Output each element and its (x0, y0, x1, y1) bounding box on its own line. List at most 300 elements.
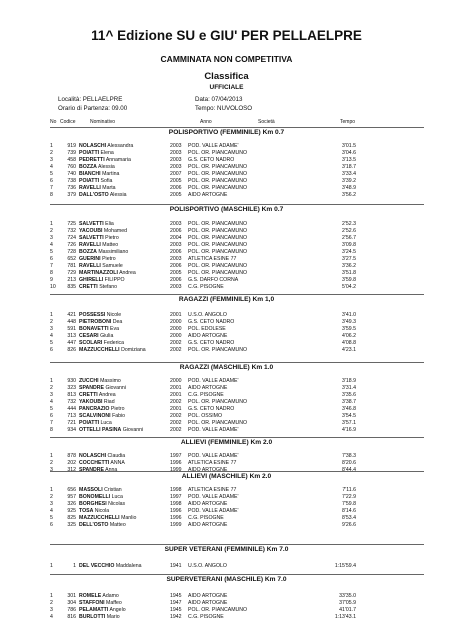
table-row (0, 263, 453, 270)
athlete-first-name: Giulia (100, 333, 114, 339)
birth-year-cell: 2002 (170, 427, 182, 433)
athlete-first-name: FILIPPO (104, 277, 125, 283)
position-cell: 2 (50, 385, 53, 391)
birth-year-cell: 2006 (170, 249, 182, 255)
athlete-name-cell (79, 185, 116, 192)
club-cell: POD. VALLE ADAME' (188, 427, 239, 433)
time-cell: 3'31.4 (342, 385, 356, 391)
bib-number-cell: 786 (67, 607, 76, 613)
athlete-name-cell (79, 312, 121, 319)
weather-label: Tempo: NUVOLOSO (195, 105, 253, 112)
club-cell: POL. OR. PIANCAMUNO (188, 150, 248, 156)
club-cell: U.S.O. ANGOLO (188, 563, 227, 569)
position-cell: 6 (50, 256, 53, 262)
table-row (0, 385, 453, 392)
birth-year-cell: 2002 (170, 347, 182, 353)
table-row (0, 150, 453, 157)
position-cell: 1 (50, 453, 53, 459)
club-cell: C.G. PISOGNE (188, 515, 224, 521)
time-cell: 3'51.8 (342, 270, 356, 276)
table-row (0, 453, 453, 460)
athlete-name-cell (79, 406, 124, 413)
club-cell: POL. OR. PIANCAMUNO (188, 171, 248, 177)
time-cell: 3'57.1 (342, 420, 356, 426)
athlete-first-name: Elena (100, 150, 114, 156)
time-cell: 7'11.6 (342, 487, 356, 493)
bib-number-cell: 444 (67, 406, 76, 412)
athlete-surname: PIETROBONI (79, 319, 112, 325)
club-cell: POL. OR. PIANCAMUNO (188, 242, 248, 248)
athlete-name-cell (79, 593, 119, 600)
table-row (0, 420, 453, 427)
table-row (0, 392, 453, 399)
birth-year-cell: 1942 (170, 614, 182, 620)
athlete-surname: DEL VECCHIO (79, 563, 115, 569)
athlete-name-cell (79, 340, 124, 347)
athlete-name-cell (79, 515, 136, 522)
bib-number-cell: 448 (67, 319, 76, 325)
athlete-name-cell (79, 284, 117, 291)
bib-number-cell: 739 (67, 150, 76, 156)
bib-number-cell: 591 (67, 326, 76, 332)
athlete-first-name: Angelo (109, 607, 126, 613)
athlete-surname: CRETTI (79, 392, 98, 398)
club-cell: U.S.O. ANGOLO (188, 312, 227, 318)
time-cell: 3'49.3 (342, 319, 356, 325)
athlete-first-name: Andrea (98, 392, 116, 398)
athlete-surname: DELL'OSTO (79, 522, 109, 528)
column-header-pos: No (50, 119, 57, 125)
table-row (0, 178, 453, 185)
bib-number-cell: 813 (67, 392, 76, 398)
athlete-first-name: Samuele (102, 263, 123, 269)
time-cell: 7'59.8 (342, 501, 356, 507)
athlete-surname: POSSESSI (79, 312, 106, 318)
time-cell: 9'26.6 (342, 522, 356, 528)
bib-number-cell: 202 (67, 460, 76, 466)
table-row (0, 326, 453, 333)
table-row (0, 614, 453, 621)
club-cell: POL. OR. PIANCAMUNO (188, 249, 248, 255)
position-cell: 5 (50, 340, 53, 346)
position-cell: 2 (50, 460, 53, 466)
athlete-first-name: Anna (105, 467, 118, 473)
club-cell: POD. VALLE ADAME' (188, 494, 239, 500)
birth-year-cell: 2001 (170, 406, 182, 412)
athlete-surname: RAVELLI (79, 242, 101, 248)
table-row (0, 284, 453, 291)
birth-year-cell: 2006 (170, 263, 182, 269)
table-row (0, 494, 453, 501)
time-cell: 41'01.7 (339, 607, 356, 613)
athlete-name-cell (79, 413, 125, 420)
table-row (0, 235, 453, 242)
athlete-name-cell (79, 249, 128, 256)
bib-number-cell: 304 (67, 600, 76, 606)
club-cell: POL. OSSIMO (188, 413, 223, 419)
section-title: ALLIEVI (MASCHILE) Km 2.0 (181, 473, 272, 480)
position-cell: 4 (50, 333, 53, 339)
athlete-name-cell (79, 385, 126, 392)
table-row (0, 501, 453, 508)
bib-number-cell: 652 (67, 256, 76, 262)
table-row (0, 228, 453, 235)
position-cell: 1 (50, 221, 53, 227)
athlete-first-name: Cristian (104, 487, 122, 493)
position-cell: 4 (50, 399, 53, 405)
birth-year-cell: 2001 (170, 312, 182, 318)
athlete-surname: RAVELLI (79, 263, 101, 269)
athlete-surname: CESARI (79, 333, 99, 339)
athlete-surname: ZUCCHI (79, 378, 99, 384)
bib-number-cell: 729 (67, 270, 76, 276)
table-row (0, 242, 453, 249)
birth-year-cell: 2002 (170, 340, 182, 346)
club-cell: POL. OR. PIANCAMUNO (188, 270, 248, 276)
column-header-societa: Società (258, 119, 275, 125)
athlete-name-cell (79, 563, 141, 570)
position-cell: 3 (50, 467, 53, 473)
athlete-name-cell (79, 614, 120, 621)
time-cell: 3'59.5 (342, 326, 356, 332)
athlete-first-name: Elia (105, 221, 114, 227)
table-row (0, 256, 453, 263)
table-row (0, 406, 453, 413)
athlete-surname: TOSA (79, 508, 94, 514)
athlete-surname: SPANDRE (79, 467, 104, 473)
position-cell: 8 (50, 427, 53, 433)
table-row (0, 221, 453, 228)
athlete-name-cell (79, 378, 121, 385)
position-cell: 3 (50, 157, 53, 163)
athlete-surname: MAZZUCCHELLI (79, 515, 120, 521)
birth-year-cell: 2005 (170, 178, 182, 184)
athlete-first-name: Federica (103, 340, 124, 346)
athlete-first-name: Giovanni (105, 385, 126, 391)
table-row (0, 270, 453, 277)
time-cell: 4'06.2 (342, 333, 356, 339)
position-cell: 7 (50, 420, 53, 426)
birth-year-cell: 1941 (170, 563, 182, 569)
table-row (0, 333, 453, 340)
position-cell: 3 (50, 607, 53, 613)
athlete-surname: NOLASCHI (79, 143, 107, 149)
position-cell: 5 (50, 249, 53, 255)
athlete-name-cell (79, 453, 125, 460)
time-cell: 1:15'59.4 (334, 563, 356, 569)
club-cell: POL. OR. PIANCAMUNO (188, 235, 248, 241)
athlete-first-name: Maffeo (106, 600, 122, 606)
bib-number-cell: 878 (67, 453, 76, 459)
athlete-name-cell (79, 228, 127, 235)
club-cell: G.S. DARFO CORNA (188, 277, 239, 283)
time-cell: 3'39.2 (342, 178, 356, 184)
athlete-name-cell (79, 399, 115, 406)
date-label: Data: 07/04/2013 (195, 96, 243, 103)
athlete-first-name: Luca (111, 494, 123, 500)
athlete-first-name: Manlio (121, 515, 137, 521)
section-divider (50, 574, 424, 575)
athlete-first-name: Nicola (94, 508, 110, 514)
athlete-name-cell (79, 600, 122, 607)
table-row (0, 600, 453, 607)
athlete-name-cell (79, 242, 118, 249)
section-title: POLISPORTIVO (MASCHILE) Km 0.7 (169, 206, 284, 213)
birth-year-cell: 1945 (170, 593, 182, 599)
table-row (0, 413, 453, 420)
birth-year-cell: 1999 (170, 467, 182, 473)
athlete-surname: BORGHESI (79, 501, 107, 507)
athlete-surname: BONAVETTI (79, 326, 109, 332)
athlete-name-cell (79, 508, 109, 515)
time-cell: 3'18.7 (342, 164, 356, 170)
position-cell: 2 (50, 494, 53, 500)
position-cell: 8 (50, 270, 53, 276)
club-cell: ATLETICA ESINE 77 (188, 460, 237, 466)
time-cell: 3'33.4 (342, 171, 356, 177)
athlete-surname: MARTINAZZOLI (79, 270, 118, 276)
table-row (0, 378, 453, 385)
athlete-name-cell (79, 256, 116, 263)
athlete-surname: PELAMATTI (79, 607, 109, 613)
athlete-surname: BOZZA (79, 249, 97, 255)
club-cell: POL. OR. PIANCAMUNO (188, 228, 248, 234)
section-title: RAGAZZI (FEMMINILE) Km 1,0 (178, 296, 275, 303)
athlete-first-name: Riad (103, 399, 115, 405)
birth-year-cell: 2006 (170, 185, 182, 191)
birth-year-cell: 2002 (170, 399, 182, 405)
time-cell: 2'56.7 (342, 235, 356, 241)
position-cell: 2 (50, 319, 53, 325)
athlete-first-name: Stefano (99, 284, 118, 290)
athlete-name-cell (79, 487, 122, 494)
birth-year-cell: 2002 (170, 420, 182, 426)
position-cell: 4 (50, 508, 53, 514)
athlete-first-name: Sofia (100, 178, 113, 184)
bib-number-cell: 732 (67, 399, 76, 405)
athlete-first-name: Pietro (105, 235, 119, 241)
athlete-surname: STAFFONI (79, 600, 105, 606)
club-cell: AIDO ARTOGNE (188, 593, 228, 599)
club-cell: POD. VALLE ADAME' (188, 508, 239, 514)
birth-year-cell: 1996 (170, 508, 182, 514)
bib-number-cell: 323 (67, 385, 76, 391)
athlete-name-cell (79, 171, 119, 178)
athlete-first-name: Alessandra (107, 143, 134, 149)
bib-number-cell: 925 (67, 508, 76, 514)
club-cell: POD. VALLE ADAME' (188, 453, 239, 459)
birth-year-cell: 1996 (170, 460, 182, 466)
athlete-surname: MASSOLI (79, 487, 103, 493)
bib-number-cell: 325 (67, 522, 76, 528)
position-cell: 10 (50, 284, 56, 290)
birth-year-cell: 1997 (170, 453, 182, 459)
athlete-name-cell (79, 178, 112, 185)
athlete-first-name: Mario (106, 614, 120, 620)
position-cell: 2 (50, 150, 53, 156)
bib-number-cell: 1 (73, 563, 76, 569)
time-cell: 37'05.9 (339, 600, 356, 606)
athlete-name-cell (79, 150, 114, 157)
athlete-surname: BOZZA (79, 164, 97, 170)
position-cell: 2 (50, 600, 53, 606)
position-cell: 6 (50, 347, 53, 353)
time-cell: 3'01.5 (342, 143, 356, 149)
athlete-first-name: Massimiliano (98, 249, 129, 255)
birth-year-cell: 2003 (170, 256, 182, 262)
club-cell: POD. VALLE ADAME' (188, 143, 239, 149)
bib-number-cell: 326 (67, 501, 76, 507)
birth-year-cell: 2005 (170, 270, 182, 276)
athlete-surname: BONOMELLI (79, 494, 111, 500)
athlete-name-cell (79, 143, 133, 150)
table-row (0, 593, 453, 600)
time-cell: 3'18.9 (342, 378, 356, 384)
birth-year-cell: 1947 (170, 600, 182, 606)
position-cell: 1 (50, 378, 53, 384)
column-header-nominativo: Nominativo (90, 119, 116, 125)
bib-number-cell: 825 (67, 515, 76, 521)
bib-number-cell: 656 (67, 487, 76, 493)
bib-number-cell: 379 (67, 192, 76, 198)
position-cell: 1 (50, 143, 53, 149)
position-cell: 3 (50, 392, 53, 398)
birth-year-cell: 2003 (170, 150, 182, 156)
table-row (0, 427, 453, 434)
time-cell: 3'38.7 (342, 399, 356, 405)
bib-number-cell: 740 (67, 171, 76, 177)
time-cell: 33'35.0 (339, 593, 356, 599)
birth-year-cell: 2007 (170, 171, 182, 177)
athlete-first-name: Nicolas (108, 501, 126, 507)
section-divider (50, 204, 424, 205)
table-row (0, 319, 453, 326)
section-divider (50, 127, 424, 128)
club-cell: AIDO ARTOGNE (188, 333, 228, 339)
section-title: SUPER VETERANI (FEMMINILE) Km 7.0 (164, 546, 289, 553)
position-cell: 1 (50, 593, 53, 599)
column-header-tempo: Tempo (340, 119, 356, 125)
position-cell: 3 (50, 326, 53, 332)
athlete-first-name: ANNA (110, 460, 125, 466)
time-cell: 3'35.6 (342, 392, 356, 398)
birth-year-cell: 2000 (170, 378, 182, 384)
club-cell: AIDO ARTOGNE (188, 600, 228, 606)
athlete-surname: YACOUBI (79, 228, 103, 234)
position-cell: 4 (50, 164, 53, 170)
birth-year-cell: 2005 (170, 192, 182, 198)
time-cell: 3'09.8 (342, 242, 356, 248)
athlete-first-name: Nicole (106, 312, 122, 318)
athlete-name-cell (79, 347, 146, 354)
athlete-name-cell (79, 522, 126, 529)
athlete-name-cell (79, 420, 112, 427)
athlete-surname: POIATTI (79, 420, 100, 426)
birth-year-cell: 2003 (170, 242, 182, 248)
table-row (0, 347, 453, 354)
birth-year-cell: 2000 (170, 326, 182, 332)
time-cell: 3'46.8 (342, 406, 356, 412)
birth-year-cell: 2002 (170, 413, 182, 419)
bib-number-cell: 919 (67, 143, 76, 149)
table-row (0, 340, 453, 347)
bib-number-cell: 724 (67, 235, 76, 241)
bib-number-cell: 312 (67, 467, 76, 473)
bib-number-cell: 313 (67, 333, 76, 339)
club-cell: AIDO ARTOGNE (188, 501, 228, 507)
bib-number-cell: 213 (67, 277, 76, 283)
birth-year-cell: 2003 (170, 221, 182, 227)
athlete-surname: BIANCHI (79, 171, 101, 177)
club-cell: G.S. CETO NADRO (188, 157, 235, 163)
athlete-name-cell (79, 235, 119, 242)
athlete-first-name: Alessia (98, 164, 115, 170)
club-cell: G.S. CETO NADRO (188, 340, 235, 346)
athlete-name-cell (79, 333, 113, 340)
position-cell: 5 (50, 171, 53, 177)
bib-number-cell: 721 (67, 420, 76, 426)
bib-number-cell: 835 (67, 284, 76, 290)
athlete-surname: GHIRELLI (79, 277, 104, 283)
time-cell: 3'54.5 (342, 413, 356, 419)
athlete-name-cell (79, 501, 125, 508)
time-cell: 8'14.6 (342, 508, 356, 514)
time-cell: 2'52.3 (342, 221, 356, 227)
table-row (0, 460, 453, 467)
athlete-surname: GUERINI (79, 256, 101, 262)
bib-number-cell: 738 (67, 178, 76, 184)
bib-number-cell: 458 (67, 157, 76, 163)
time-cell: 3'24.5 (342, 249, 356, 255)
bib-number-cell: 713 (67, 413, 76, 419)
athlete-name-cell (79, 427, 143, 434)
time-cell: 3'36.2 (342, 263, 356, 269)
athlete-first-name: Annamaria (105, 157, 131, 163)
club-cell: AIDO ARTOGNE (188, 522, 228, 528)
birth-year-cell: 1999 (170, 522, 182, 528)
table-row (0, 487, 453, 494)
position-cell: 4 (50, 242, 53, 248)
table-row (0, 312, 453, 319)
birth-year-cell: 2000 (170, 319, 182, 325)
time-cell: 5'04.2 (342, 284, 356, 290)
club-cell: ATLETICA ESINE 77 (188, 487, 237, 493)
section-title: POLISPORTIVO (FEMMINILE) Km 0.7 (168, 129, 285, 136)
athlete-first-name: Fabio (112, 413, 126, 419)
athlete-first-name: Matteo (109, 522, 126, 528)
bib-number-cell: 421 (67, 312, 76, 318)
time-cell: 8'44.4 (342, 467, 356, 473)
position-cell: 2 (50, 228, 53, 234)
time-cell: 8'53.4 (342, 515, 356, 521)
athlete-name-cell (79, 319, 122, 326)
birth-year-cell: 1997 (170, 494, 182, 500)
athlete-surname: POIATTI (79, 178, 100, 184)
club-cell: POL. OR. PIANCAMUNO (188, 607, 248, 613)
club-cell: C.G. PISOGNE (188, 284, 224, 290)
athlete-name-cell (79, 192, 127, 199)
athlete-name-cell (79, 277, 125, 284)
athlete-first-name: Marta (102, 185, 116, 191)
birth-year-cell: 2003 (170, 284, 182, 290)
club-cell: POD. VALLE ADAME' (188, 378, 239, 384)
table-row (0, 277, 453, 284)
birth-year-cell: 2000 (170, 333, 182, 339)
birth-year-cell: 2003 (170, 143, 182, 149)
bib-number-cell: 781 (67, 263, 76, 269)
section-divider (50, 471, 424, 472)
birth-year-cell: 2004 (170, 235, 182, 241)
